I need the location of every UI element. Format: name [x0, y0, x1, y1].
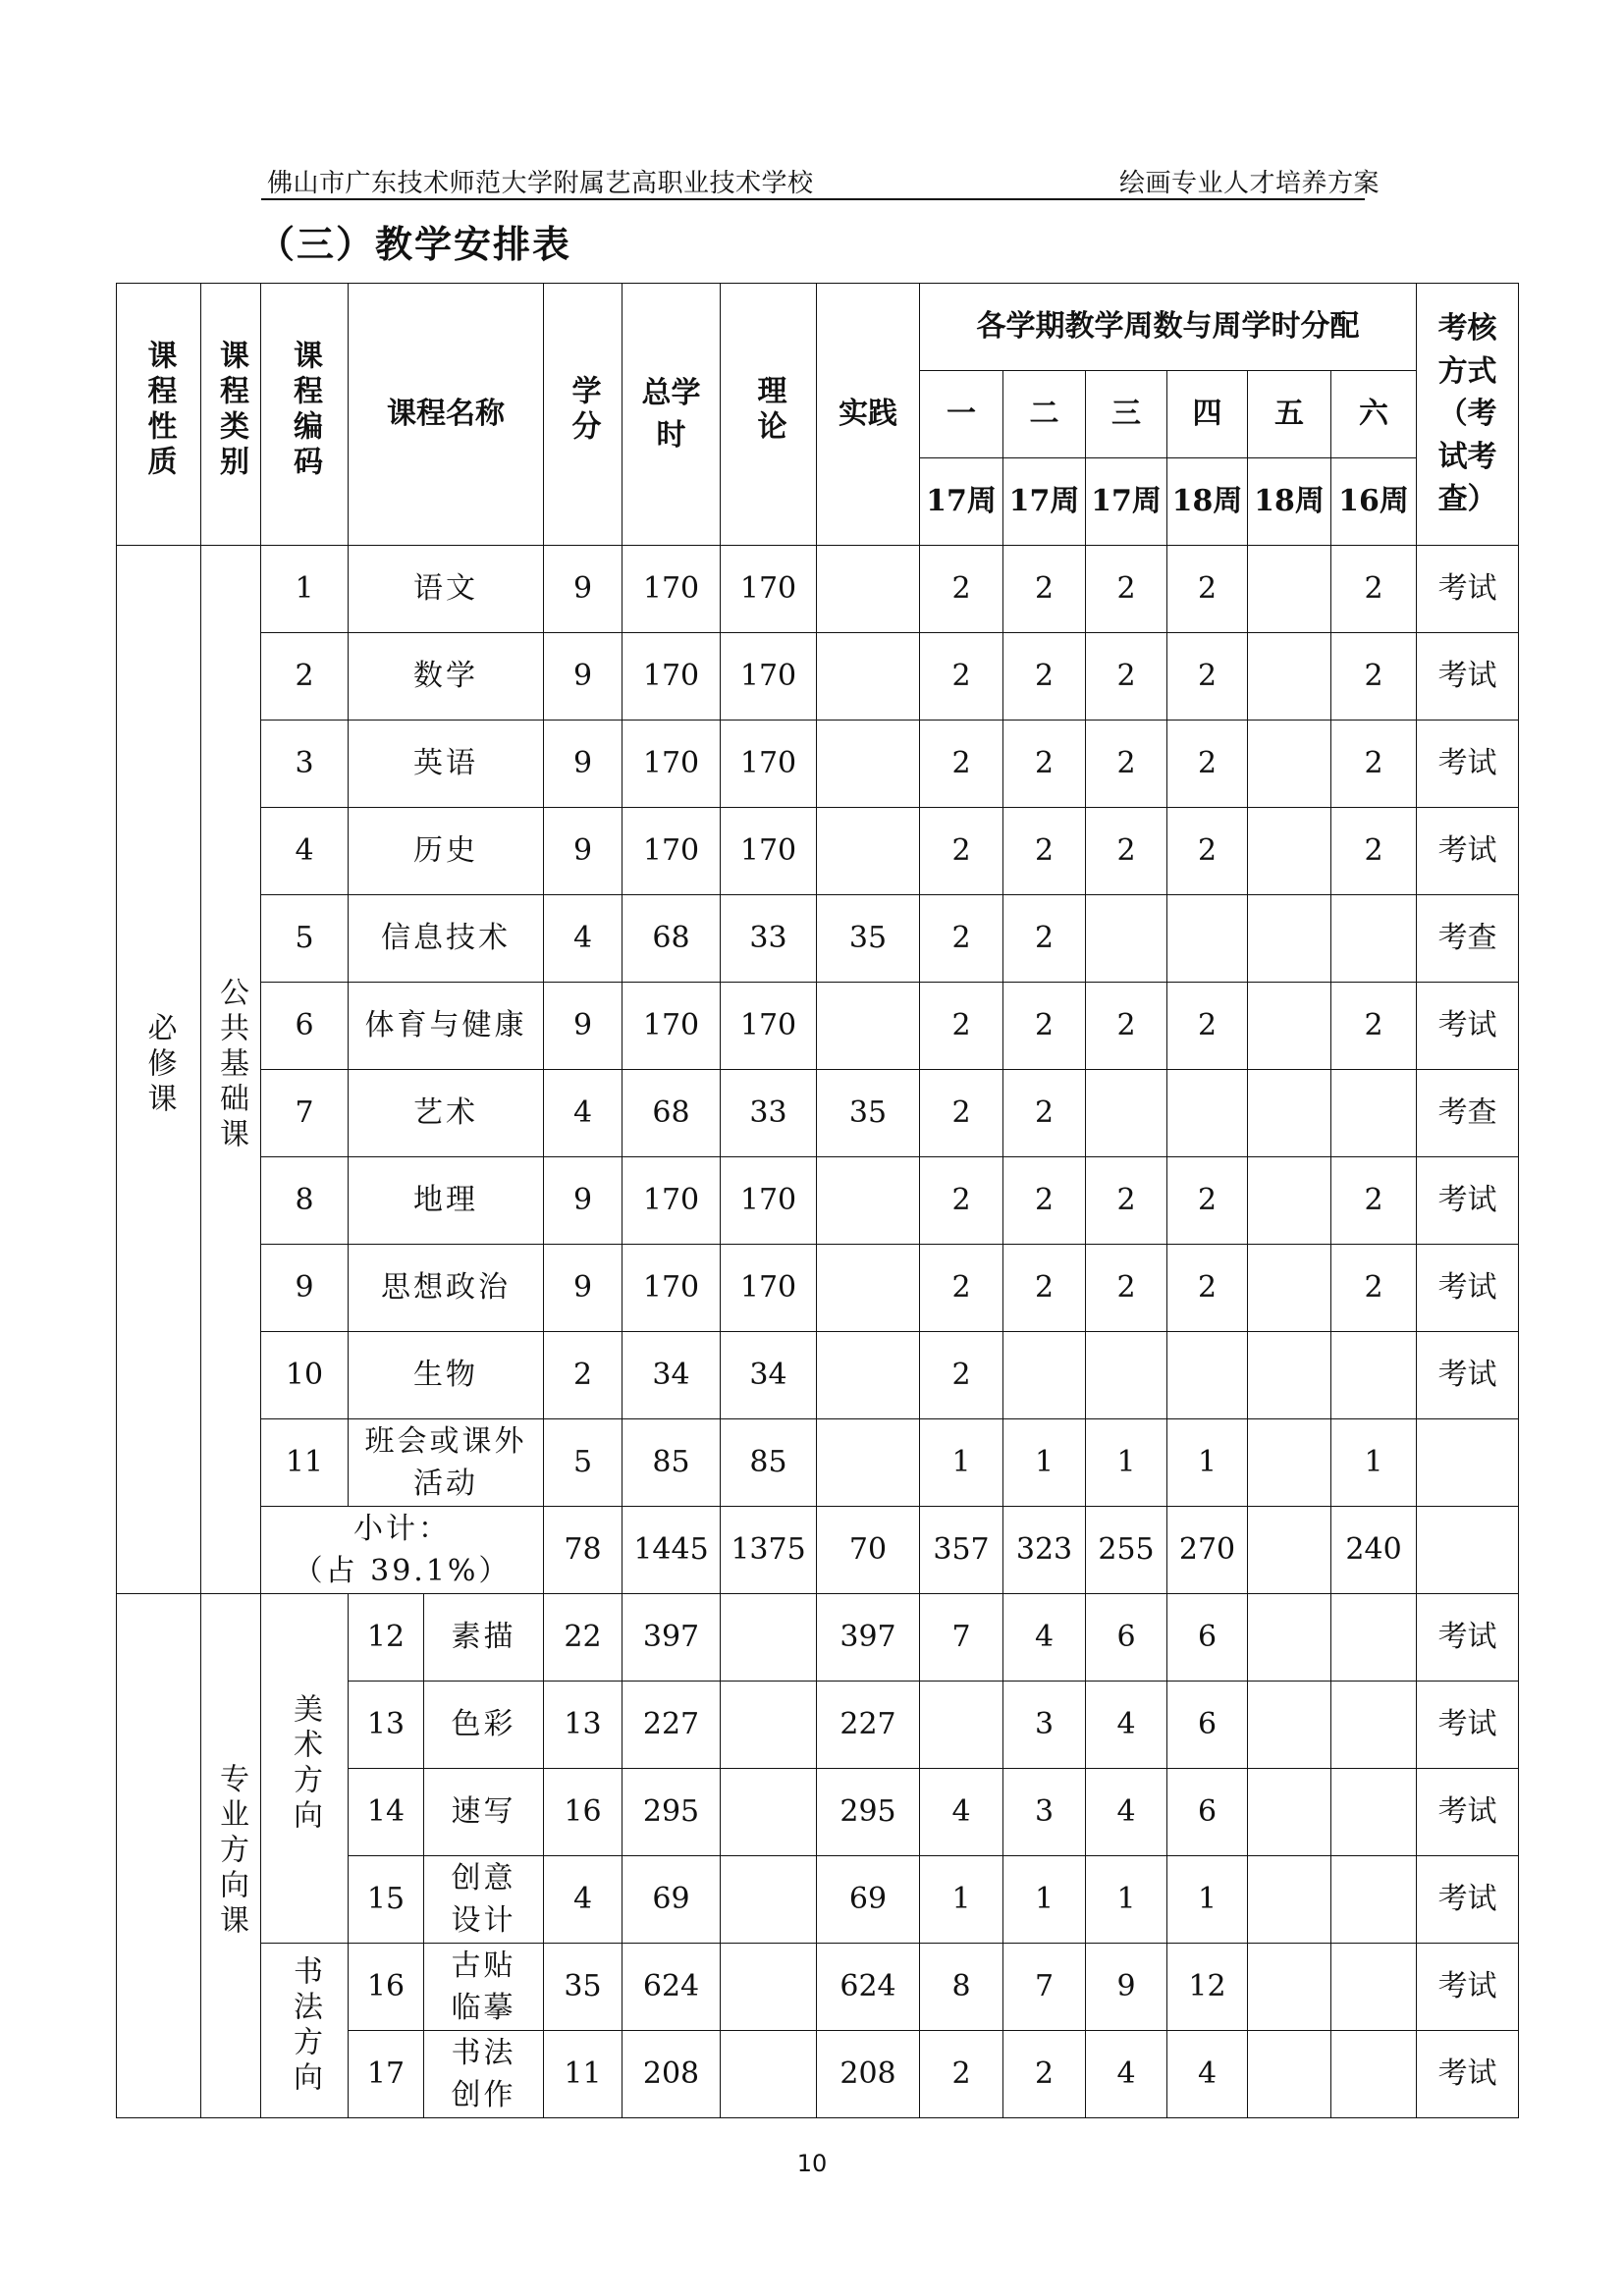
- subtotal-row: [117, 1507, 1519, 1594]
- cell-semester-1: [920, 1682, 1003, 1769]
- cell-assessment: [1417, 1419, 1519, 1507]
- cell-semester-2: 2: [1003, 983, 1086, 1070]
- cell-total-hours: 624: [623, 1944, 721, 2031]
- cell-credit: 4: [544, 1070, 623, 1157]
- cell-semester-6: 240: [1331, 1507, 1417, 1594]
- cell-course-name: 速写: [424, 1769, 544, 1856]
- cell-semester-1: 4: [920, 1769, 1003, 1856]
- cell-semester-1: 8: [920, 1944, 1003, 2031]
- cell-practice: 69: [817, 1856, 920, 1944]
- cell-course-name: 色彩: [424, 1682, 544, 1769]
- header-semester-5: 五: [1248, 371, 1331, 458]
- cell-assessment: 考查: [1417, 1070, 1519, 1157]
- cell-theory: [721, 1944, 817, 2031]
- direction-art: 美术方向: [261, 1594, 349, 1944]
- cell-theory: [721, 1769, 817, 1856]
- cell-semester-2: 2: [1003, 721, 1086, 808]
- cell-semester-6: 2: [1331, 983, 1417, 1070]
- cell-semester-5: [1248, 633, 1331, 721]
- header-course-name: 课程名称: [349, 284, 544, 546]
- cell-semester-5: [1248, 1332, 1331, 1419]
- cell-credit: 9: [544, 1245, 623, 1332]
- cell-practice: 35: [817, 895, 920, 983]
- cell-assessment: 考试: [1417, 633, 1519, 721]
- cell-semester-1: 1: [920, 1419, 1003, 1507]
- header-semester-2: 二: [1003, 371, 1086, 458]
- cell-assessment: 考试: [1417, 1332, 1519, 1419]
- cell-credit: 2: [544, 1332, 623, 1419]
- cell-theory: [721, 1594, 817, 1682]
- cell-semester-5: [1248, 1419, 1331, 1507]
- header-assessment: 考核 方式 （考 试考 查）: [1417, 284, 1519, 546]
- cell-practice: [817, 633, 920, 721]
- header-weeks-2: 17周: [1003, 458, 1086, 546]
- cell-semester-6: [1331, 2031, 1417, 2118]
- cell-practice: [817, 808, 920, 895]
- cell-total-hours: 69: [623, 1856, 721, 1944]
- cell-semester-6: [1331, 1769, 1417, 1856]
- header-semester-1: 一: [920, 371, 1003, 458]
- header-code: 课程编码: [261, 284, 349, 546]
- cell-assessment: 考试: [1417, 1944, 1519, 2031]
- cell-code: 15: [349, 1856, 424, 1944]
- cell-semester-5: [1248, 1245, 1331, 1332]
- cell-semester-6: 2: [1331, 546, 1417, 633]
- cell-semester-4: 6: [1167, 1682, 1248, 1769]
- header-weeks-1: 17周: [920, 458, 1003, 546]
- cell-theory: 170: [721, 983, 817, 1070]
- table-row: [117, 1070, 1519, 1157]
- cell-semester-2: 2: [1003, 2031, 1086, 2118]
- cell-assessment: 考试: [1417, 1682, 1519, 1769]
- cell-credit: 9: [544, 983, 623, 1070]
- cell-total-hours: 208: [623, 2031, 721, 2118]
- cell-semester-6: 1: [1331, 1419, 1417, 1507]
- cell-semester-6: 2: [1331, 1245, 1417, 1332]
- cell-theory: 170: [721, 1157, 817, 1245]
- cell-semester-2: 2: [1003, 1157, 1086, 1245]
- header-weeks-3: 17周: [1086, 458, 1167, 546]
- cell-practice: [817, 546, 920, 633]
- direction-calligraphy: 书法方向: [261, 1944, 349, 2118]
- header-rule: [261, 198, 1365, 200]
- cell-semester-6: 2: [1331, 808, 1417, 895]
- page-number: 10: [796, 2150, 828, 2177]
- header-school-name: 佛山市广东技术师范大学附属艺高职业技术学校: [267, 169, 814, 198]
- header-semester-6: 六: [1331, 371, 1417, 458]
- cell-semester-1: 2: [920, 1245, 1003, 1332]
- cell-credit: 5: [544, 1419, 623, 1507]
- table-row: [117, 1944, 1519, 2031]
- cell-semester-2: 2: [1003, 895, 1086, 983]
- cell-course-name: 英语: [349, 721, 544, 808]
- cell-credit: 35: [544, 1944, 623, 2031]
- cell-theory: [721, 1856, 817, 1944]
- cell-semester-5: [1248, 1507, 1331, 1594]
- cell-total-hours: 170: [623, 721, 721, 808]
- cell-practice: [817, 1419, 920, 1507]
- table-row: [117, 1157, 1519, 1245]
- cell-semester-5: [1248, 546, 1331, 633]
- cell-theory: 33: [721, 1070, 817, 1157]
- table-row: [117, 983, 1519, 1070]
- cell-semester-4: 270: [1167, 1507, 1248, 1594]
- header-category: 课程类别: [201, 284, 261, 546]
- table-row: [117, 721, 1519, 808]
- cell-semester-4: 6: [1167, 1594, 1248, 1682]
- cell-semester-3: 2: [1086, 983, 1167, 1070]
- cell-semester-1: 2: [920, 546, 1003, 633]
- cell-assessment: 考试: [1417, 808, 1519, 895]
- table-row: [117, 546, 1519, 633]
- cell-total-hours: 295: [623, 1769, 721, 1856]
- cell-credit: 13: [544, 1682, 623, 1769]
- cell-semester-1: 1: [920, 1856, 1003, 1944]
- cell-theory: 170: [721, 633, 817, 721]
- header-nature: 课程性质: [117, 284, 201, 546]
- cell-practice: [817, 1157, 920, 1245]
- cell-course-name: 古贴 临摹: [424, 1944, 544, 2031]
- cell-assessment: 考查: [1417, 895, 1519, 983]
- cell-semester-6: [1331, 895, 1417, 983]
- cell-assessment: 考试: [1417, 1594, 1519, 1682]
- cell-assessment: 考试: [1417, 1157, 1519, 1245]
- header-weeks-4: 18周: [1167, 458, 1248, 546]
- cell-semester-4: [1167, 895, 1248, 983]
- cell-total-hours: 68: [623, 1070, 721, 1157]
- cell-semester-2: 2: [1003, 546, 1086, 633]
- cell-course-name: 班会或课外 活动: [349, 1419, 544, 1507]
- cell-code: 17: [349, 2031, 424, 2118]
- cell-semester-3: [1086, 1332, 1167, 1419]
- cell-course-name: 生物: [349, 1332, 544, 1419]
- cell-semester-3: 2: [1086, 808, 1167, 895]
- cell-credit: 22: [544, 1594, 623, 1682]
- cell-semester-4: 4: [1167, 2031, 1248, 2118]
- cell-semester-5: [1248, 1594, 1331, 1682]
- cell-assessment: 考试: [1417, 546, 1519, 633]
- cell-theory: 170: [721, 808, 817, 895]
- header-semester-4: 四: [1167, 371, 1248, 458]
- cell-semester-4: 2: [1167, 983, 1248, 1070]
- cell-semester-6: [1331, 1682, 1417, 1769]
- course-category-public: 公共基础课: [201, 546, 261, 1594]
- cell-semester-5: [1248, 1944, 1331, 2031]
- cell-course-name: 地理: [349, 1157, 544, 1245]
- cell-semester-2: 7: [1003, 1944, 1086, 2031]
- cell-credit: 9: [544, 546, 623, 633]
- cell-theory: 170: [721, 1245, 817, 1332]
- cell-semester-1: 2: [920, 721, 1003, 808]
- cell-credit: 4: [544, 895, 623, 983]
- cell-total-hours: 85: [623, 1419, 721, 1507]
- cell-semester-3: 1: [1086, 1856, 1167, 1944]
- cell-code: 14: [349, 1769, 424, 1856]
- cell-semester-2: 2: [1003, 808, 1086, 895]
- cell-code: 6: [261, 983, 349, 1070]
- header-total-hours: 总学 时: [623, 284, 721, 546]
- cell-semester-3: 2: [1086, 721, 1167, 808]
- cell-semester-6: [1331, 1594, 1417, 1682]
- cell-semester-3: 2: [1086, 1245, 1167, 1332]
- cell-assessment: [1417, 1507, 1519, 1594]
- cell-semester-5: [1248, 808, 1331, 895]
- cell-assessment: 考试: [1417, 721, 1519, 808]
- header-document-title: 绘画专业人才培养方案: [1119, 169, 1380, 198]
- cell-total-hours: 170: [623, 546, 721, 633]
- cell-code: 3: [261, 721, 349, 808]
- cell-semester-3: 4: [1086, 1769, 1167, 1856]
- cell-total-hours: 170: [623, 1245, 721, 1332]
- cell-total-hours: 170: [623, 1157, 721, 1245]
- cell-code: 5: [261, 895, 349, 983]
- cell-semester-2: [1003, 1332, 1086, 1419]
- cell-semester-3: 2: [1086, 633, 1167, 721]
- cell-semester-1: 2: [920, 1070, 1003, 1157]
- cell-practice: 624: [817, 1944, 920, 2031]
- cell-semester-3: 4: [1086, 1682, 1167, 1769]
- cell-semester-5: [1248, 1856, 1331, 1944]
- cell-semester-1: 7: [920, 1594, 1003, 1682]
- cell-course-name: 创意 设计: [424, 1856, 544, 1944]
- cell-code: 11: [261, 1419, 349, 1507]
- cell-semester-4: [1167, 1070, 1248, 1157]
- cell-practice: 208: [817, 2031, 920, 2118]
- cell-credit: 4: [544, 1856, 623, 1944]
- cell-theory: 170: [721, 546, 817, 633]
- cell-semester-1: 2: [920, 895, 1003, 983]
- table-row: [117, 808, 1519, 895]
- cell-course-name: 素描: [424, 1594, 544, 1682]
- cell-total-hours: 170: [623, 808, 721, 895]
- cell-semester-1: 2: [920, 808, 1003, 895]
- cell-semester-5: [1248, 721, 1331, 808]
- cell-semester-4: [1167, 1332, 1248, 1419]
- cell-practice: [817, 721, 920, 808]
- cell-semester-3: [1086, 1070, 1167, 1157]
- cell-semester-6: [1331, 1070, 1417, 1157]
- cell-course-name: 历史: [349, 808, 544, 895]
- cell-code: 10: [261, 1332, 349, 1419]
- cell-total-hours: 34: [623, 1332, 721, 1419]
- cell-course-name: 信息技术: [349, 895, 544, 983]
- cell-semester-5: [1248, 1070, 1331, 1157]
- cell-semester-4: 2: [1167, 808, 1248, 895]
- cell-semester-1: 2: [920, 1332, 1003, 1419]
- cell-assessment: 考试: [1417, 1856, 1519, 1944]
- cell-code: 1: [261, 546, 349, 633]
- cell-semester-3: 255: [1086, 1507, 1167, 1594]
- cell-code: 16: [349, 1944, 424, 2031]
- cell-semester-2: 3: [1003, 1682, 1086, 1769]
- header-weeks-6: 16周: [1331, 458, 1417, 546]
- table-row: [117, 1245, 1519, 1332]
- cell-credit: 11: [544, 2031, 623, 2118]
- cell-semester-1: 2: [920, 1157, 1003, 1245]
- cell-practice: [817, 1245, 920, 1332]
- cell-total-hours: 68: [623, 895, 721, 983]
- cell-code: 12: [349, 1594, 424, 1682]
- cell-semester-6: [1331, 1944, 1417, 2031]
- cell-semester-5: [1248, 1682, 1331, 1769]
- cell-semester-4: 6: [1167, 1769, 1248, 1856]
- cell-semester-4: 2: [1167, 633, 1248, 721]
- cell-semester-3: 6: [1086, 1594, 1167, 1682]
- cell-semester-4: 1: [1167, 1856, 1248, 1944]
- header-semester-group: 各学期教学周数与周学时分配: [920, 284, 1417, 371]
- cell-semester-2: 1: [1003, 1419, 1086, 1507]
- table-row: [117, 633, 1519, 721]
- cell-practice: [817, 983, 920, 1070]
- cell-semester-3: 1: [1086, 1419, 1167, 1507]
- cell-course-name: 语文: [349, 546, 544, 633]
- cell-semester-5: [1248, 1157, 1331, 1245]
- cell-semester-6: [1331, 1332, 1417, 1419]
- course-nature-required: 必修课: [117, 546, 201, 1594]
- cell-credit: 9: [544, 633, 623, 721]
- cell-semester-6: 2: [1331, 633, 1417, 721]
- header-semester-3: 三: [1086, 371, 1167, 458]
- cell-practice: 295: [817, 1769, 920, 1856]
- cell-total-hours: 170: [623, 983, 721, 1070]
- course-category-professional: 专业方向课: [201, 1594, 261, 2118]
- cell-semester-5: [1248, 2031, 1331, 2118]
- cell-semester-3: [1086, 895, 1167, 983]
- cell-semester-4: 2: [1167, 1245, 1248, 1332]
- cell-assessment: 考试: [1417, 1769, 1519, 1856]
- cell-theory: 85: [721, 1419, 817, 1507]
- cell-theory: 34: [721, 1332, 817, 1419]
- cell-semester-1: 2: [920, 2031, 1003, 2118]
- cell-semester-3: 2: [1086, 1157, 1167, 1245]
- cell-semester-6: [1331, 1856, 1417, 1944]
- cell-credit: 9: [544, 808, 623, 895]
- cell-semester-4: 1: [1167, 1419, 1248, 1507]
- cell-semester-4: 2: [1167, 721, 1248, 808]
- cell-semester-2: 323: [1003, 1507, 1086, 1594]
- cell-practice: 397: [817, 1594, 920, 1682]
- cell-semester-6: 2: [1331, 721, 1417, 808]
- cell-semester-3: 2: [1086, 546, 1167, 633]
- cell-semester-1: 2: [920, 633, 1003, 721]
- header-theory: 理论: [721, 284, 817, 546]
- cell-semester-4: 12: [1167, 1944, 1248, 2031]
- cell-semester-2: 2: [1003, 1070, 1086, 1157]
- cell-code: 8: [261, 1157, 349, 1245]
- cell-theory: 33: [721, 895, 817, 983]
- cell-code: 4: [261, 808, 349, 895]
- cell-total-hours: 170: [623, 633, 721, 721]
- cell-course-name: 体育与健康: [349, 983, 544, 1070]
- cell-semester-1: 357: [920, 1507, 1003, 1594]
- cell-course-name: 数学: [349, 633, 544, 721]
- cell-course-name: 思想政治: [349, 1245, 544, 1332]
- cell-code: 9: [261, 1245, 349, 1332]
- cell-credit: 78: [544, 1507, 623, 1594]
- cell-code: 7: [261, 1070, 349, 1157]
- cell-practice: 35: [817, 1070, 920, 1157]
- cell-credit: 16: [544, 1769, 623, 1856]
- header-credit: 学分: [544, 284, 623, 546]
- table-row: [117, 1419, 1519, 1507]
- section-title: （三）教学安排表: [257, 223, 572, 266]
- cell-course-name: 书法 创作: [424, 2031, 544, 2118]
- cell-practice: 227: [817, 1682, 920, 1769]
- cell-course-name: 艺术: [349, 1070, 544, 1157]
- cell-code: 13: [349, 1682, 424, 1769]
- cell-semester-3: 4: [1086, 2031, 1167, 2118]
- cell-code: 2: [261, 633, 349, 721]
- cell-assessment: 考试: [1417, 1245, 1519, 1332]
- header-weeks-5: 18周: [1248, 458, 1331, 546]
- cell-semester-2: 2: [1003, 633, 1086, 721]
- course-nature-professional: [117, 1594, 201, 2118]
- cell-semester-5: [1248, 1769, 1331, 1856]
- cell-practice: [817, 1332, 920, 1419]
- cell-semester-1: 2: [920, 983, 1003, 1070]
- cell-practice: 70: [817, 1507, 920, 1594]
- cell-assessment: 考试: [1417, 983, 1519, 1070]
- cell-theory: 170: [721, 721, 817, 808]
- cell-semester-2: 4: [1003, 1594, 1086, 1682]
- cell-total-hours: 397: [623, 1594, 721, 1682]
- cell-semester-3: 9: [1086, 1944, 1167, 2031]
- cell-semester-2: 1: [1003, 1856, 1086, 1944]
- header-practice: 实践: [817, 284, 920, 546]
- cell-credit: 9: [544, 1157, 623, 1245]
- cell-credit: 9: [544, 721, 623, 808]
- cell-assessment: 考试: [1417, 2031, 1519, 2118]
- cell-semester-5: [1248, 983, 1331, 1070]
- table-row: [117, 895, 1519, 983]
- table-row: [117, 1332, 1519, 1419]
- cell-theory: 1375: [721, 1507, 817, 1594]
- cell-semester-2: 3: [1003, 1769, 1086, 1856]
- cell-total-hours: 1445: [623, 1507, 721, 1594]
- cell-total-hours: 227: [623, 1682, 721, 1769]
- table-row: [117, 1594, 1519, 1682]
- cell-semester-2: 2: [1003, 1245, 1086, 1332]
- cell-semester-6: 2: [1331, 1157, 1417, 1245]
- cell-theory: [721, 2031, 817, 2118]
- cell-semester-4: 2: [1167, 546, 1248, 633]
- teaching-schedule-table: [116, 283, 1519, 2118]
- cell-semester-4: 2: [1167, 1157, 1248, 1245]
- cell-semester-5: [1248, 895, 1331, 983]
- subtotal-label: 小计： （占 39.1%）: [261, 1507, 544, 1594]
- cell-theory: [721, 1682, 817, 1769]
